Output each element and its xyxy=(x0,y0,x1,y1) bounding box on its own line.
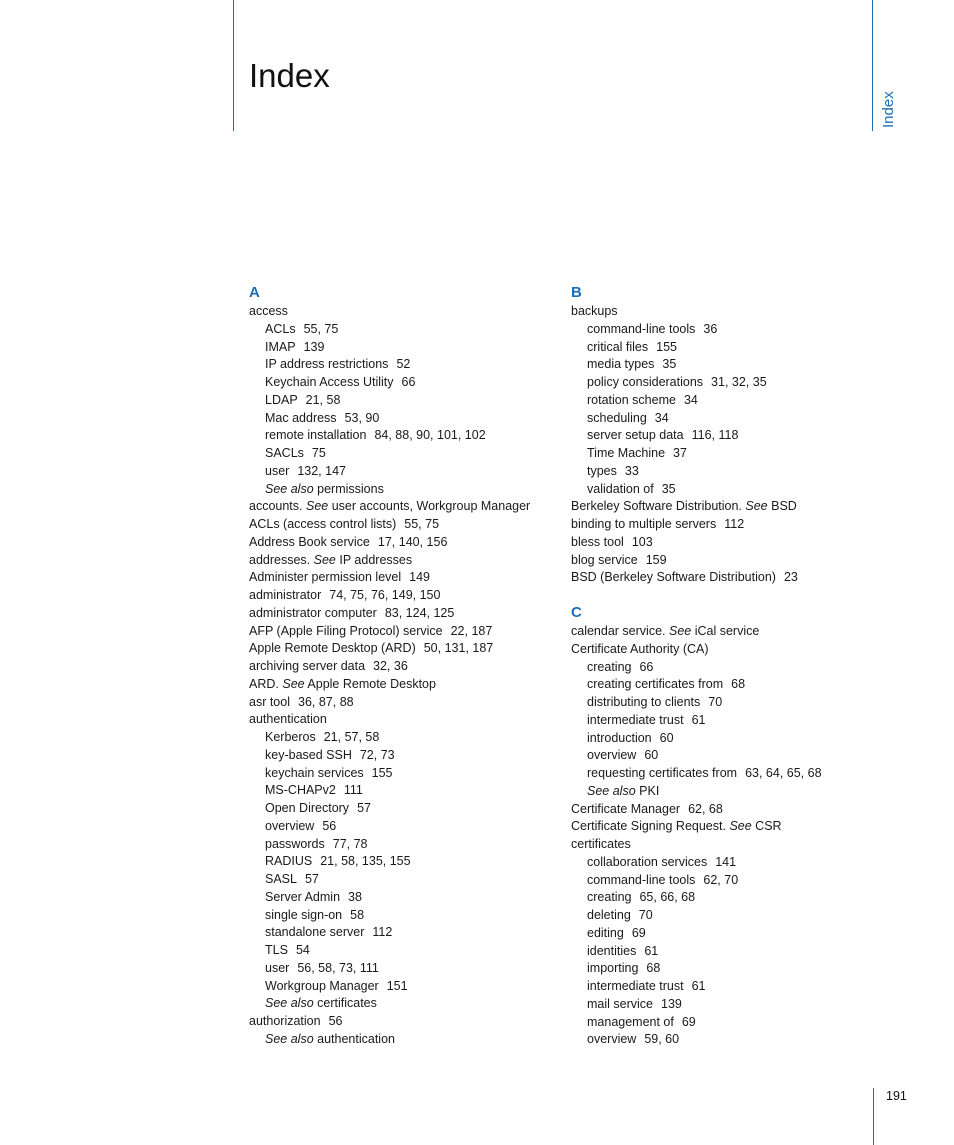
index-subentry xyxy=(571,356,871,374)
index-subentry xyxy=(249,853,549,871)
index-entry xyxy=(249,694,549,712)
entry-term: Address Book service xyxy=(249,534,370,549)
page-locators: 62, 68 xyxy=(688,801,723,816)
index-section xyxy=(571,603,871,1049)
index-subentry xyxy=(571,481,871,499)
index-subentry xyxy=(571,889,871,907)
entry-term: critical files xyxy=(587,339,649,354)
index-subentry xyxy=(249,907,549,925)
page-locators: 59, 60 xyxy=(644,1032,680,1047)
page-locators: 139 xyxy=(303,339,325,354)
index-entry xyxy=(571,569,871,587)
page-locators: 37 xyxy=(673,446,687,460)
cross-reference-target: CSR xyxy=(755,819,782,834)
index-subentry xyxy=(571,783,871,801)
entry-term: Kerberos xyxy=(265,730,316,744)
page-locators: 139 xyxy=(661,996,682,1011)
entry-term: Certificate Signing Request. xyxy=(571,819,726,834)
index-entry xyxy=(571,498,871,516)
index-subentry xyxy=(249,427,549,445)
cross-reference-label: See also xyxy=(587,783,636,798)
index-subentry xyxy=(249,960,549,978)
index-subentry xyxy=(571,694,871,712)
cross-reference-label: See xyxy=(306,499,329,514)
entry-term: access xyxy=(249,304,288,318)
index-entry xyxy=(249,552,549,570)
index-subentry xyxy=(571,730,871,748)
page-locators: 68 xyxy=(731,677,746,692)
index-entry xyxy=(571,623,871,641)
index-entry xyxy=(249,1013,549,1031)
entry-term: identities xyxy=(587,943,637,958)
page-locators: 83, 124, 125 xyxy=(384,605,455,620)
header-rule-left xyxy=(233,0,234,131)
index-entry xyxy=(249,534,549,552)
page-locators: 155 xyxy=(371,765,393,780)
entry-term: creating xyxy=(587,890,632,905)
page-locators: 32, 36 xyxy=(373,659,408,673)
index-subentry xyxy=(571,996,871,1014)
entry-term: Keychain Access Utility xyxy=(265,375,394,389)
entry-term: Apple Remote Desktop (ARD) xyxy=(249,641,416,656)
cross-reference-target: PKI xyxy=(639,783,660,798)
index-entry xyxy=(571,801,871,819)
cross-reference-label: See also xyxy=(265,1031,314,1046)
page-locators: 111 xyxy=(343,783,363,798)
index-subentry xyxy=(249,871,549,889)
entry-term: policy considerations xyxy=(587,375,704,389)
page-locators: 116, 118 xyxy=(691,428,739,443)
index-entry xyxy=(571,641,871,659)
entry-term: user xyxy=(265,463,290,478)
section-letter: C xyxy=(571,604,582,621)
index-subentry xyxy=(571,872,871,890)
page-locators: 50, 131, 187 xyxy=(423,641,494,656)
page-locators: 151 xyxy=(386,978,408,993)
header-rule-right xyxy=(872,0,873,131)
entry-term: requesting certificates from xyxy=(587,766,738,780)
footer-rule xyxy=(873,1088,874,1145)
page-locators: 141 xyxy=(715,854,737,869)
entry-term: media types xyxy=(587,357,655,372)
entry-term: server setup data xyxy=(587,428,684,443)
cross-reference-target: certificates xyxy=(317,996,377,1011)
page-locators: 69 xyxy=(681,1014,696,1029)
page-locators: 72, 73 xyxy=(359,747,395,762)
index-subentry xyxy=(571,943,871,961)
page-locators: 36, 87, 88 xyxy=(298,694,354,709)
page-locators: 55, 75 xyxy=(404,517,440,531)
index-entry xyxy=(249,303,549,321)
index-subentry xyxy=(571,925,871,943)
page-locators: 58 xyxy=(350,907,365,922)
cross-reference-target: authentication xyxy=(317,1031,395,1046)
entry-term: overview xyxy=(265,818,315,833)
page-locators: 62, 70 xyxy=(703,872,739,887)
page-locators: 34 xyxy=(654,410,669,425)
page-locators: 23 xyxy=(783,570,798,585)
entry-term: certificates xyxy=(571,837,631,851)
index-subentry xyxy=(571,659,871,677)
page-locators: 55, 75 xyxy=(303,321,339,336)
entry-term: management of xyxy=(587,1014,674,1029)
index-subentry xyxy=(249,782,549,800)
entry-term: ACLs (access control lists) xyxy=(249,517,397,531)
entry-term: single sign-on xyxy=(265,907,343,922)
index-entry xyxy=(571,836,871,854)
entry-term: archiving server data xyxy=(249,659,366,673)
index-subentry xyxy=(571,978,871,996)
index-subentry xyxy=(249,1031,549,1049)
entry-term: binding to multiple servers xyxy=(571,517,717,531)
index-subentry xyxy=(571,712,871,730)
entry-term: distributing to clients xyxy=(587,695,701,709)
entry-term: overview xyxy=(587,748,637,763)
entry-term: keychain services xyxy=(265,765,364,780)
page-locators: 70 xyxy=(638,908,653,922)
index-subentry xyxy=(571,1014,871,1032)
index-entry xyxy=(249,516,549,534)
entry-term: SASL xyxy=(265,872,297,886)
entry-term: key-based SSH xyxy=(265,747,352,762)
page-locators: 103 xyxy=(631,534,653,549)
page-locators: 56 xyxy=(328,1014,343,1028)
index-entry xyxy=(571,303,871,321)
entry-term: mail service xyxy=(587,996,653,1011)
entry-term: deleting xyxy=(587,908,631,922)
entry-term: Server Admin xyxy=(265,889,341,904)
entry-term: types xyxy=(587,463,617,478)
page-locators: 21, 58 xyxy=(305,392,341,407)
cross-reference-label: See xyxy=(313,552,336,567)
page-locators: 33 xyxy=(624,463,639,478)
entry-term: Administer permission level xyxy=(249,570,402,585)
page-locators: 56, 58, 73, 111 xyxy=(297,960,379,975)
page-locators: 69 xyxy=(631,925,646,940)
page-locators: 60 xyxy=(644,748,659,763)
index-entry xyxy=(571,534,871,552)
cross-reference-target: BSD xyxy=(771,499,797,514)
entry-term: user xyxy=(265,960,290,975)
entry-term: overview xyxy=(587,1032,637,1047)
index-subentry xyxy=(249,445,549,463)
page-locators: 112 xyxy=(372,925,393,940)
cross-reference-label: See also xyxy=(265,996,314,1011)
entry-term: Workgroup Manager xyxy=(265,978,379,993)
index-subentry xyxy=(571,445,871,463)
index-subentry xyxy=(249,978,549,996)
cross-reference-label: See xyxy=(745,499,768,514)
page-locators: 68 xyxy=(646,961,661,976)
index-subentry xyxy=(571,410,871,428)
page-locators: 52 xyxy=(396,357,411,372)
index-entry xyxy=(249,623,549,641)
index-subentry xyxy=(571,747,871,765)
entry-term: editing xyxy=(587,925,624,940)
index-subentry xyxy=(571,339,871,357)
entry-term: blog service xyxy=(571,552,638,567)
index-subentry xyxy=(249,889,549,907)
page-locators: 65, 66, 68 xyxy=(639,890,696,905)
entry-term: IMAP xyxy=(265,339,296,354)
index-subentry xyxy=(571,1031,871,1049)
page-locators: 61 xyxy=(644,943,659,958)
index-subentry xyxy=(571,765,871,783)
page-locators: 57 xyxy=(357,801,371,815)
page-number: 191 xyxy=(886,1089,907,1103)
index-subentry xyxy=(249,800,549,818)
page-locators: 66 xyxy=(639,659,654,674)
chapter-side-tab: Index xyxy=(880,91,897,128)
page-locators: 38 xyxy=(348,889,362,904)
entry-term: ACLs xyxy=(265,321,296,336)
entry-term: authentication xyxy=(249,712,327,727)
entry-term: calendar service. xyxy=(571,624,666,638)
entry-term: TLS xyxy=(265,943,288,957)
page-locators: 75 xyxy=(311,446,326,460)
page-locators: 34 xyxy=(683,392,698,407)
entry-term: command-line tools xyxy=(587,321,696,336)
page-locators: 60 xyxy=(659,730,674,745)
entry-term: remote installation xyxy=(265,428,367,443)
entry-term: Certificate Manager xyxy=(571,801,681,816)
index-subentry xyxy=(249,765,549,783)
cross-reference-target: Apple Remote Desktop xyxy=(307,676,436,691)
entry-term: MS-CHAPv2 xyxy=(265,783,336,798)
index-subentry xyxy=(249,729,549,747)
index-subentry xyxy=(249,836,549,854)
index-subentry xyxy=(571,960,871,978)
index-subentry xyxy=(571,321,871,339)
index-column-left xyxy=(249,283,549,1049)
index-subentry xyxy=(249,356,549,374)
entry-term: accounts. xyxy=(249,499,303,514)
page-locators: 155 xyxy=(656,339,677,354)
cross-reference-label: See also xyxy=(265,481,314,496)
index-entry xyxy=(249,498,549,516)
index-column-right xyxy=(571,283,871,1049)
index-subentry xyxy=(249,481,549,499)
page-locators: 63, 64, 65, 68 xyxy=(745,766,822,780)
index-subentry xyxy=(249,339,549,357)
page-locators: 149 xyxy=(409,570,430,585)
entry-term: administrator xyxy=(249,588,322,602)
entry-term: backups xyxy=(571,304,618,318)
page-locators: 159 xyxy=(645,552,667,567)
entry-term: RADIUS xyxy=(265,854,313,869)
entry-term: importing xyxy=(587,961,639,976)
page-title: Index xyxy=(249,57,330,94)
entry-term: AFP (Apple Filing Protocol) service xyxy=(249,623,443,638)
cross-reference-target: IP addresses xyxy=(339,552,413,567)
entry-term: validation of xyxy=(587,481,654,496)
index-section xyxy=(249,283,549,1049)
page-locators: 22, 187 xyxy=(450,623,493,638)
entry-term: rotation scheme xyxy=(587,392,676,407)
index-subentry xyxy=(249,374,549,392)
index-entry xyxy=(249,676,549,694)
entry-term: BSD (Berkeley Software Distribution) xyxy=(571,570,776,585)
page-locators: 56 xyxy=(322,818,337,833)
index-subentry xyxy=(249,942,549,960)
entry-term: IP address restrictions xyxy=(265,357,389,372)
index-subentry xyxy=(571,374,871,392)
entry-term: administrator computer xyxy=(249,605,377,620)
entry-term: passwords xyxy=(265,836,325,851)
index-subentry xyxy=(249,818,549,836)
index-subentry xyxy=(249,924,549,942)
entry-term: Berkeley Software Distribution. xyxy=(571,499,742,514)
index-subentry xyxy=(571,676,871,694)
entry-term: creating xyxy=(587,659,632,674)
entry-term: intermediate trust xyxy=(587,979,684,993)
entry-term: asr tool xyxy=(249,694,290,709)
index-entry xyxy=(571,516,871,534)
page-locators: 54 xyxy=(295,943,310,957)
entry-term: Certificate Authority (CA) xyxy=(571,641,709,656)
entry-term: authorization xyxy=(249,1014,321,1028)
index-entry xyxy=(249,640,549,658)
entry-term: Mac address xyxy=(265,410,337,425)
entry-term: SACLs xyxy=(265,446,304,460)
index-subentry xyxy=(571,854,871,872)
index-subentry xyxy=(571,427,871,445)
index-subentry xyxy=(249,995,549,1013)
page-locators: 17, 140, 156 xyxy=(377,534,448,549)
cross-reference-label: See xyxy=(729,819,752,834)
cross-reference-target: iCal service xyxy=(694,624,760,638)
cross-reference-label: See xyxy=(282,676,305,691)
index-section xyxy=(571,283,871,587)
index-entry xyxy=(571,818,871,836)
page-locators: 61 xyxy=(691,712,706,727)
entry-term: Time Machine xyxy=(587,446,666,460)
section-letter: A xyxy=(249,284,260,301)
page-locators: 61 xyxy=(691,979,706,993)
index-subentry xyxy=(249,463,549,481)
index-entry xyxy=(571,552,871,570)
entry-term: LDAP xyxy=(265,392,298,407)
page-locators: 53, 90 xyxy=(344,410,380,425)
index-entry xyxy=(249,711,549,729)
page-locators: 31, 32, 35 xyxy=(711,375,767,389)
entry-term: Open Directory xyxy=(265,801,350,815)
entry-term: standalone server xyxy=(265,925,365,940)
entry-term: ARD. xyxy=(249,676,279,691)
page-locators: 77, 78 xyxy=(332,836,368,851)
index-subentry xyxy=(571,392,871,410)
index-subentry xyxy=(571,463,871,481)
page-locators: 84, 88, 90, 101, 102 xyxy=(374,428,486,443)
page-locators: 21, 58, 135, 155 xyxy=(320,854,411,869)
index-entry xyxy=(249,605,549,623)
index-subentry xyxy=(249,321,549,339)
page-locators: 35 xyxy=(661,481,676,496)
page-locators: 74, 75, 76, 149, 150 xyxy=(329,588,441,602)
cross-reference-target: user accounts, Workgroup Manager xyxy=(331,499,531,514)
index-subentry xyxy=(571,907,871,925)
section-letter: B xyxy=(571,284,582,301)
entry-term: scheduling xyxy=(587,410,647,425)
page-locators: 132, 147 xyxy=(297,463,346,478)
page-locators: 112 xyxy=(724,517,745,531)
page-locators: 21, 57, 58 xyxy=(323,730,380,744)
cross-reference-target: permissions xyxy=(317,481,384,496)
page-locators: 70 xyxy=(708,695,723,709)
index-subentry xyxy=(249,392,549,410)
index-entry xyxy=(249,569,549,587)
entry-term: addresses. xyxy=(249,552,311,567)
entry-term: intermediate trust xyxy=(587,712,684,727)
entry-term: creating certificates from xyxy=(587,677,724,692)
entry-term: introduction xyxy=(587,730,652,745)
page-locators: 57 xyxy=(304,872,319,886)
index-subentry xyxy=(249,747,549,765)
entry-term: collaboration services xyxy=(587,854,708,869)
cross-reference-label: See xyxy=(668,624,692,638)
index-entry xyxy=(249,658,549,676)
entry-term: bless tool xyxy=(571,534,624,549)
page-locators: 36 xyxy=(703,321,718,336)
index-subentry xyxy=(249,410,549,428)
page-locators: 35 xyxy=(662,357,677,372)
entry-term: command-line tools xyxy=(587,872,696,887)
index-entry xyxy=(249,587,549,605)
page-locators: 66 xyxy=(401,375,416,389)
